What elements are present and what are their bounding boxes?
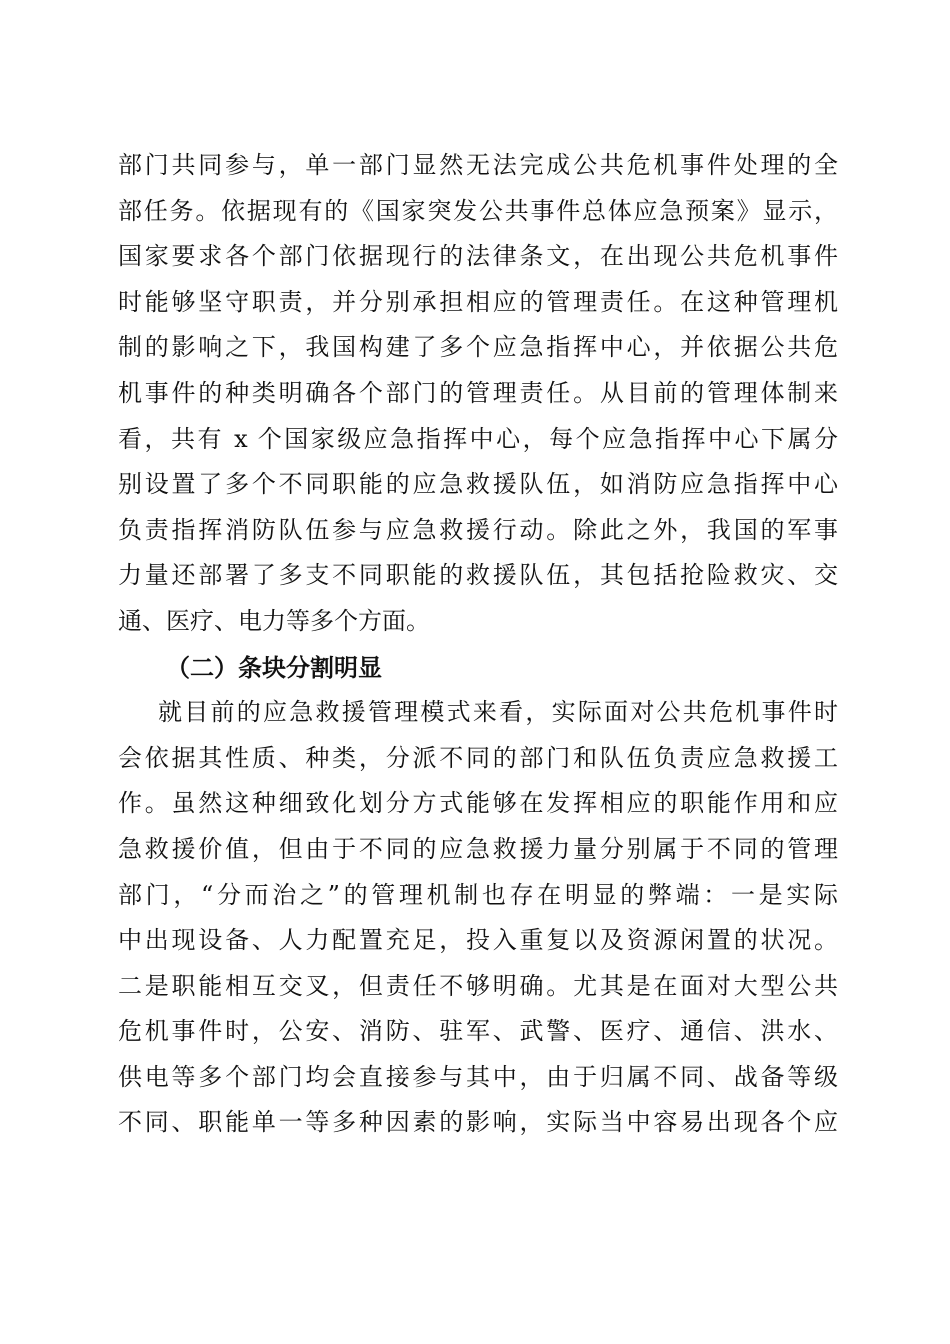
text-line: 会依据其性质、种类，分派不同的部门和队伍负责应急救援工	[118, 743, 838, 772]
text-line: 看，共有 x 个国家级应急指挥中心，每个应急指挥中心下属分	[118, 424, 838, 453]
body-text	[118, 143, 838, 1146]
text-line: 机事件的种类明确各个部门的管理责任。从目前的管理体制来	[118, 378, 838, 407]
text-line: 不同、职能单一等多种因素的影响，实际当中容易出现各个应	[118, 1108, 838, 1137]
section-heading: （二）条块分割明显	[166, 652, 382, 682]
text-line: 通、医疗、电力等多个方面。	[118, 606, 430, 635]
text-line: 部门，“分而治之”的管理机制也存在明显的弊端：一是实际	[118, 880, 838, 909]
paragraph-2	[118, 690, 838, 1146]
text-line: 力量还部署了多支不同职能的救援队伍，其包括抢险救灾、交	[118, 561, 838, 590]
text-line: 制的影响之下，我国构建了多个应急指挥中心，并依据公共危	[118, 333, 838, 362]
text-line: 危机事件时，公安、消防、驻军、武警、医疗、通信、洪水、	[118, 1017, 838, 1046]
text-line: 就目前的应急救援管理模式来看，实际面对公共危机事件时	[158, 698, 838, 727]
text-line: 别设置了多个不同职能的应急救援队伍，如消防应急指挥中心	[118, 470, 838, 499]
paragraph-1	[118, 143, 838, 645]
text-line: 部门共同参与，单一部门显然无法完成公共危机事件处理的全	[118, 151, 838, 179]
text-line: 中出现设备、人力配置充足，投入重复以及资源闲置的状况。	[118, 926, 838, 955]
text-line: 国家要求各个部门依据现行的法律条文，在出现公共危机事件	[118, 242, 838, 271]
text-line: 作。虽然这种细致化划分方式能够在发挥相应的职能作用和应	[118, 789, 838, 818]
text-line: 部任务。依据现有的《国家突发公共事件总体应急预案》显示，	[118, 196, 838, 225]
text-line: 二是职能相互交叉，但责任不够明确。尤其是在面对大型公共	[118, 971, 838, 1000]
text-line: 负责指挥消防队伍参与应急救援行动。除此之外，我国的军事	[118, 515, 838, 544]
text-line: 急救援价值，但由于不同的应急救援力量分别属于不同的管理	[118, 834, 838, 863]
text-line: 时能够坚守职责，并分别承担相应的管理责任。在这种管理机	[118, 287, 838, 316]
text-line: 供电等多个部门均会直接参与其中，由于归属不同、战备等级	[118, 1062, 838, 1091]
